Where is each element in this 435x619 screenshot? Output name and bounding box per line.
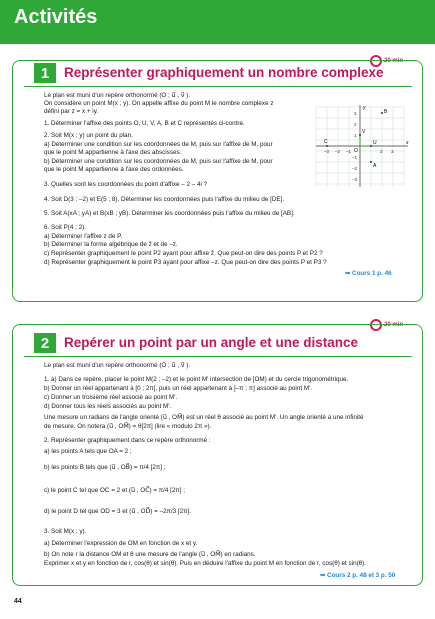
point-O-label: O [354,148,358,154]
header-title: Activités [14,6,98,28]
a2-line-3: c) Donner un troisième réel associé au point M'. [44,394,178,401]
x-tick-3: 3 [391,149,394,154]
page-number: 44 [14,598,22,605]
x-tick-neg2: –2 [335,149,341,154]
a2-line-2: b) Donner un réel appartenant à [0 ; 2π[, puis un réel appartenant à ]–π ; π] associé au point M'. [44,385,313,392]
timer-label-1: 20 min [384,58,404,64]
timer-label-2: 20 min [384,322,404,328]
course-link-2-label: Cours 2 p. 48 et 3 p. 50 [327,572,396,579]
a2-line-10: c) le point C tel que OC = 2 et (u⃗ , OC⃗) = π/4 [2π] ; [44,487,185,494]
a2-line-0: Le plan est muni d'un repère orthonormé (O ; u⃗ , v⃗ ). [44,362,191,369]
y-tick-neg2: –2 [352,166,358,171]
a1-line-5: a) Déterminer une condition sur les coordonnées de M, puis sur l'affixe de M, pour [44,141,273,148]
x-axis-label: x [406,140,409,146]
y-tick-1: 1 [354,133,357,138]
a1-line-2: défini par z = x + iy. [44,108,99,115]
a2-line-14: b) On note r la distance OM et θ une mesure de l'angle (u⃗ , OM⃗) en radians. [44,551,256,558]
y-tick-3: 3 [354,111,357,116]
y-tick-neg3: –3 [352,177,358,182]
x-tick-2: 2 [380,149,383,154]
activity-number-2: 2 [34,333,56,353]
a2-line-1: 1. a) Dans ce repère, placer le point M(2 ; –2) et le point M' intersection de [OM) et du cercle trigonométrique. [44,376,349,383]
a1-line-12: 6. Soit P(4 ; 2). [44,224,86,231]
a1-line-15: c) Représenter graphiquement le point P2 ayant pour affixe z̄. Que peut-on dire des points P et P2 ? [44,250,323,257]
title-rule-2 [24,356,412,357]
a1-line-4: 2. Soit M(x ; y) un point du plan. [44,132,133,139]
point-C-label: C [324,139,328,145]
course-link-2[interactable] [320,572,395,579]
a1-line-8: que le point M appartienne à l'axe des ordonnées. [44,166,184,173]
page-header [0,0,435,44]
a1-line-14: b) Déterminer la forme algébrique de z̄ et de –z. [44,241,178,248]
a1-line-7: b) Déterminer une condition sur les coordonnées de M, puis sur l'affixe de M, pour [44,158,273,165]
a2-line-12: 3. Soit M(x ; y). [44,528,87,535]
a2-line-15: Exprimer x et y en fonction de r, cos(θ) et sin(θ). Puis en déduire l'affixe du point M en fonction de r, cos(θ) et sin(θ). [44,560,367,567]
point-U-label: U [373,140,377,146]
a2-line-9: b) les points B tels que (u⃗ , OB⃗) = π/4 [2π] ; [44,464,166,471]
activity-title-1: Représenter graphiquement un nombre complexe [64,65,384,80]
a2-line-8: a) les points A tels que OA = 2 ; [44,448,132,455]
a1-line-16: d) Représenter graphiquement le point P3 ayant pour affixe –z. Que peut-on dire des points P et P3 ? [44,259,327,266]
course-link-1-label: Cours 1 p. 46 [352,270,392,277]
a1-line-6: que le point M appartienne à l'axe des abscisses. [44,149,182,156]
course-link-1[interactable] [345,270,392,277]
a2-line-13: a) Déterminer l'expression de OM en fonction de x et y. [44,540,198,547]
point-V-label: V [362,129,366,135]
arrow-icon: ➥ [345,270,353,277]
a2-line-4: d) Donner tous les réels associés au point M'. [44,403,172,410]
activity-title-2: Repérer un point par un angle et une distance [64,335,359,350]
a1-line-10: 4. Soit D(3 ; –2) et E(5 ; 8). Déterminer les coordonnées puis l'affixe du milieu de [DE]. [44,196,285,203]
a2-line-6: de mesure. On notera (u⃗ , OM⃗) = θ[2π] (lire « modulo 2π »). [44,423,212,430]
a1-line-11: 5. Soit A(xA ; yA) et B(xB ; yB). Déterminer les coordonnées puis l'affixe du milieu de [AB]. [44,210,295,217]
a1-line-3: 1. Déterminer l'affixe des points O, U, V, A, B et C représentés ci-contre. [44,120,245,127]
y-tick-neg1: –1 [352,155,358,160]
a1-line-13: a) Déterminer l'affixe z de P. [44,233,123,240]
arrow-icon: ➥ [320,572,328,579]
y-axis-label: y [363,105,366,111]
y-tick-2: 2 [354,122,357,127]
a2-line-7: 2. Représenter graphiquement dans ce repère orthonormé : [44,437,211,444]
activity-number-1: 1 [34,63,56,83]
coordinate-grid [314,103,410,189]
title-rule-1 [24,86,412,87]
x-tick-neg1: –1 [346,149,352,154]
x-tick-neg3: –3 [324,149,330,154]
a1-line-9: 3. Quelles sont les coordonnées du point d'affixe – 2 – 4i ? [44,181,208,188]
a2-line-5: Une mesure un radians de l'angle orienté (u⃗ , OM⃗) est un réel θ associé au point M'. Un angle orienté a une infinité [44,414,364,421]
a1-line-1: On considère un point M(x ; y). On appelle affixe du point M le nombre complexe z [44,100,274,107]
a1-line-0: Le plan est muni d'un repère orthonormé (O ; u⃗ , v⃗ ). [44,92,191,99]
point-B-label: B [384,109,388,115]
a2-line-11: d) le point D tel que OD = 3 et (u⃗ , OD⃗) = –2π/3 [2π]. [44,508,192,515]
point-A-label: A [373,163,377,169]
